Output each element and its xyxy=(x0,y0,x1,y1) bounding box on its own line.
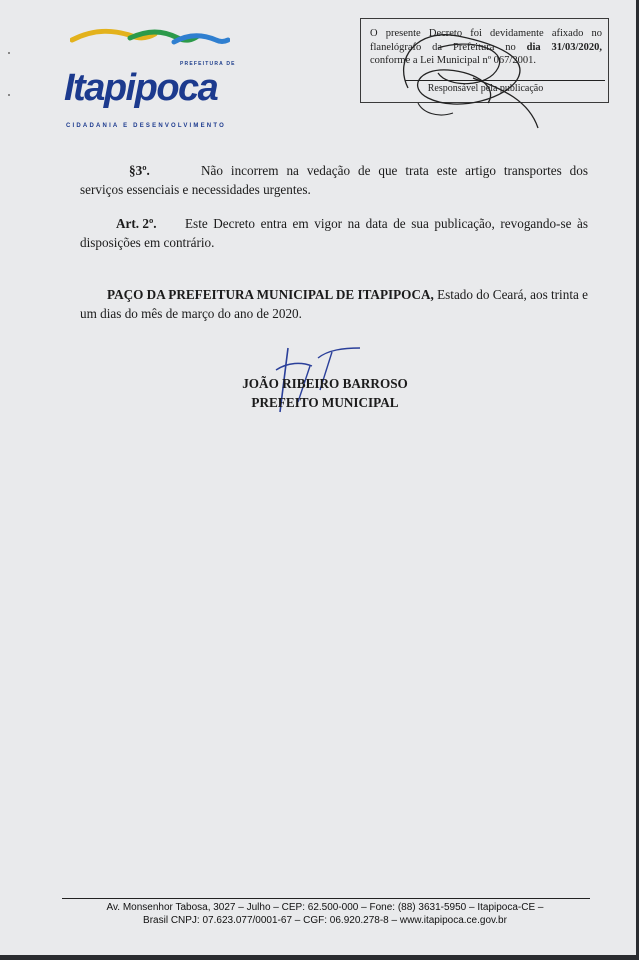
paragraph-3-text: Não incorrem na vedação de que trata este artigo transportes dos serviços essenciais e necessidades urgentes. xyxy=(80,163,588,197)
mayor-title: PREFEITO MUNICIPAL xyxy=(251,395,399,410)
paragraph-3 xyxy=(80,162,588,199)
publication-stamp xyxy=(360,18,609,103)
scan-mark xyxy=(8,52,10,54)
article-2-label: Art. 2º. xyxy=(116,216,157,231)
closing-text: Estado do Ceará, aos trinta e um dias do mês de março do ano de 2020. xyxy=(80,287,588,321)
scan-mark xyxy=(8,94,10,96)
footer-divider xyxy=(62,898,590,899)
closing-bold-text: PAÇO DA PREFEITURA MUNICIPAL DE ITAPIPOCA, xyxy=(107,287,434,302)
logo-small-text: PREFEITURA DE xyxy=(180,61,236,67)
wave-logo-icon xyxy=(70,26,230,56)
article-2-text: Este Decreto entra em vigor na data de sua publicação, revogando-se às disposições em contrário. xyxy=(80,216,588,250)
stamp-signature-label: Responsável pela publicação xyxy=(427,83,544,94)
article-2 xyxy=(80,215,588,252)
stamp-text xyxy=(370,27,602,68)
footer-line-2: Brasil CNPJ: 07.623.077/0001-67 – CGF: 06.920.278-8 – www.itapipoca.ce.gov.br xyxy=(143,915,507,926)
footer-address xyxy=(40,901,610,927)
closing-paragraph xyxy=(80,286,588,323)
mayor-name: JOÃO RIBEIRO BARROSO xyxy=(242,376,408,391)
footer-line-1: Av. Monsenhor Tabosa, 3027 – Julho – CEP: 62.500-000 – Fone: (88) 3631-5950 – Itapipoca-CE – xyxy=(106,902,544,913)
stamp-text-pre: O presente Decreto foi devidamente afixado no flanelógrafo da Prefeitura no xyxy=(370,28,602,53)
logo-name: Itapipoca xyxy=(64,67,218,109)
prefeitura-logo xyxy=(62,22,237,129)
signature-block xyxy=(200,374,450,412)
stamp-date: dia 31/03/2020, xyxy=(526,41,602,53)
paragraph-3-label: §3º. xyxy=(129,163,150,178)
logo-tagline: CIDADANIA E DESENVOLVIMENTO xyxy=(66,123,226,129)
stamp-signature-line xyxy=(405,80,605,81)
stamp-text-post: conforme a Lei Municipal nº 067/2001. xyxy=(370,55,536,66)
